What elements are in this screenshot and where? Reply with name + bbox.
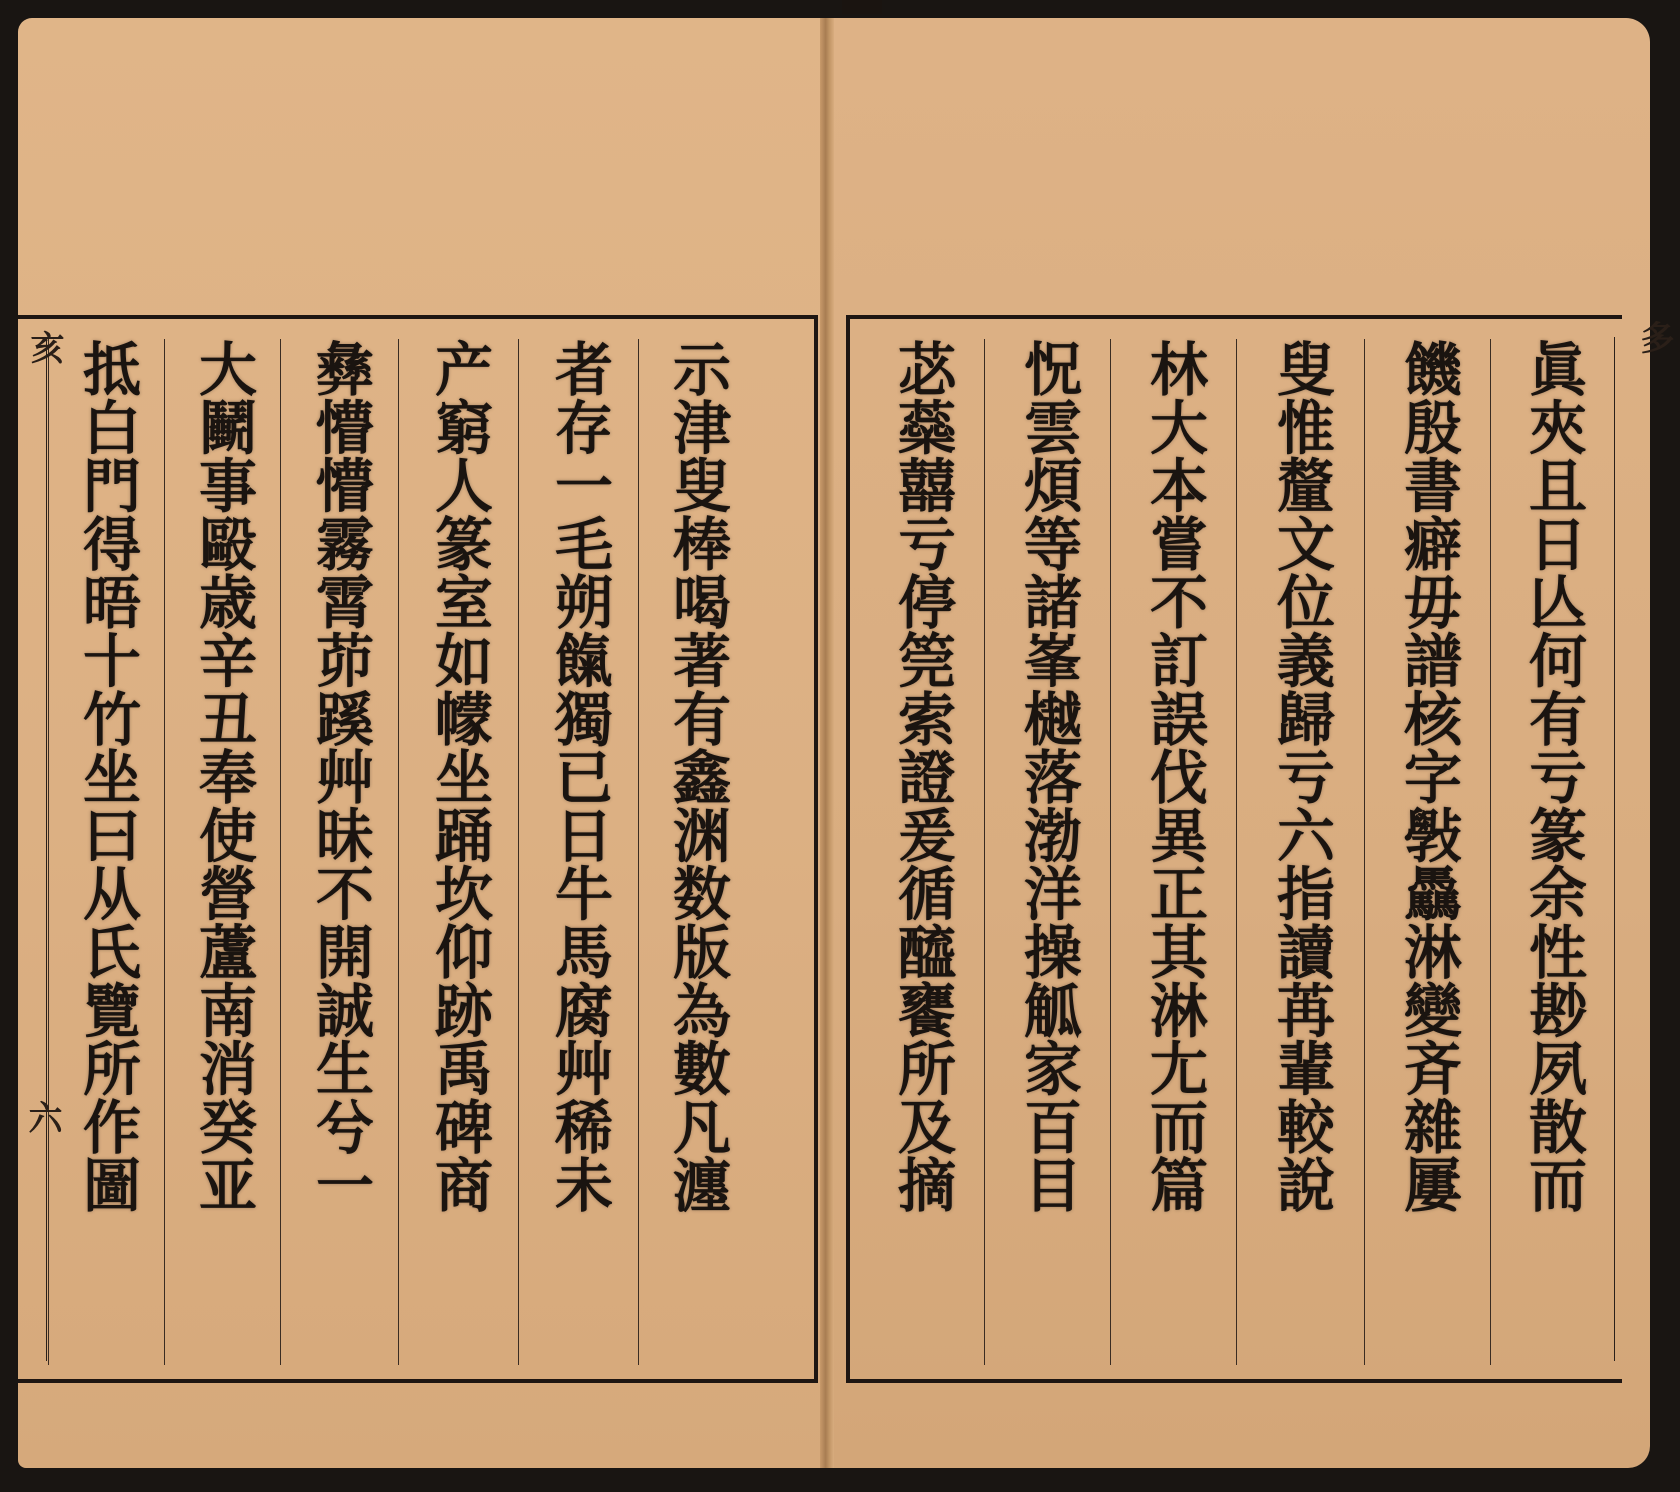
- left-column-5-text: 大鬭事毆歳辛丑奉使營蘆南消癸亚: [189, 339, 257, 1214]
- center-fold: [820, 18, 834, 1468]
- right-column-3: [1236, 339, 1365, 1365]
- right-column-2-text: 饑殷書癖毋譜核字斅驫淋變斉雜屢: [1394, 339, 1462, 1214]
- left-text-frame: [18, 315, 818, 1383]
- left-page-number: 六: [22, 1100, 62, 1134]
- right-text-frame: [846, 315, 1622, 1383]
- spine-thread: [842, 0, 882, 14]
- left-column-4-text: 彝懵懵霧霄茆蹊艸昧不開誠生兮一: [306, 339, 374, 1214]
- right-frame-inner-rule: [1614, 337, 1615, 1361]
- right-column-6-text: 苾蘂囍亏停筦索證爰循醯饔所及摘: [888, 339, 956, 1214]
- right-column-1: [1490, 339, 1615, 1365]
- right-margin-glyph: 多: [1634, 320, 1674, 354]
- right-column-1-text: 眞夾且日亾何有亏篆余性尠夙散而: [1519, 339, 1587, 1214]
- left-column-1: [638, 339, 755, 1365]
- left-column-3: [398, 339, 519, 1365]
- left-column-3-text: 产窮人篆室如幪坐踊坎仰跡禹碑商: [425, 339, 493, 1214]
- right-column-4-text: 林大本嘗不訂誤伐異正其淋尢而篇: [1140, 339, 1208, 1214]
- right-column-5: [984, 339, 1111, 1365]
- right-column-4: [1110, 339, 1237, 1365]
- right-column-6: [860, 339, 984, 1365]
- left-column-5: [164, 339, 281, 1365]
- left-column-6-text: 抵白門得晤十竹坐曰从氏覽所作圖: [73, 339, 141, 1214]
- right-column-3-text: 叟惟釐文位義歸亏六指讀苒輩較說: [1267, 339, 1335, 1214]
- left-column-1-text: 示津叟棒喝著有鑫渊数版為數凡瀍: [663, 339, 731, 1214]
- left-column-4: [280, 339, 399, 1365]
- right-column-5-text: 怳雲煩等諸峯樾落渤洋操觚家百目: [1014, 339, 1082, 1214]
- left-column-2: [518, 339, 639, 1365]
- left-margin-glyph: 亥: [24, 330, 64, 364]
- left-column-6: [48, 339, 165, 1365]
- left-column-2-text: 者存一毛朔餼獨已日牛馬腐艸稀未: [545, 339, 613, 1214]
- left-frame-inner-rule: [46, 337, 47, 1361]
- right-column-2: [1364, 339, 1491, 1365]
